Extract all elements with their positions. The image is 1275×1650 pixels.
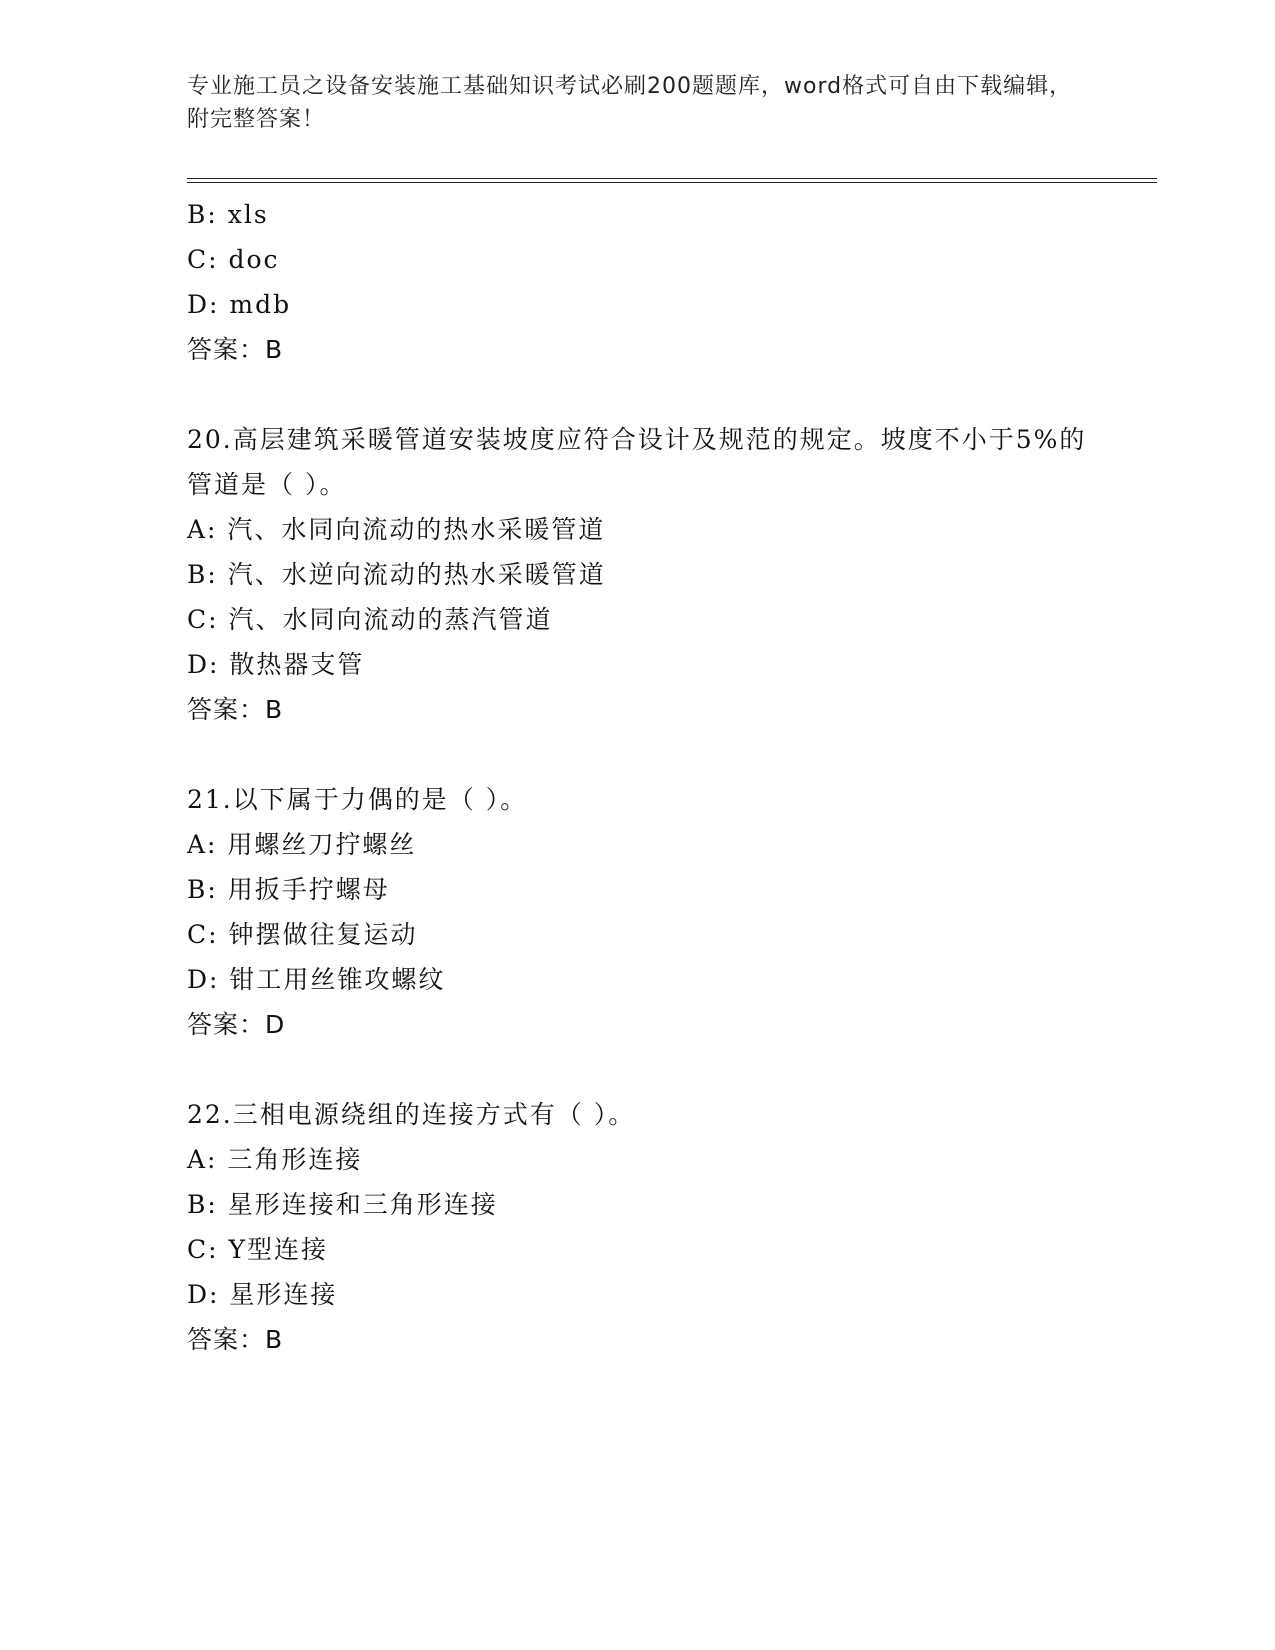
option-c: C: doc	[187, 245, 280, 274]
answer: 答案：B	[187, 335, 284, 364]
question-19-continued	[187, 192, 1147, 372]
question-stem: 20.高层建筑采暖管道安装坡度应符合设计及规范的规定。坡度不小于5%的管道是（ ）。	[187, 425, 1087, 499]
question-stem: 21.以下属于力偶的是（ ）。	[187, 785, 528, 814]
header-rule-bottom	[187, 182, 1157, 183]
document-content	[187, 192, 1147, 1362]
option-b: B: xls	[187, 200, 269, 229]
option-b: B: 汽、水逆向流动的热水采暖管道	[187, 560, 606, 589]
answer: 答案：B	[187, 1325, 284, 1354]
option-b: B: 星形连接和三角形连接	[187, 1190, 498, 1219]
option-d: D: 星形连接	[187, 1280, 338, 1309]
question-21	[187, 777, 1147, 1047]
option-a: A: 用螺丝刀拧螺丝	[187, 830, 417, 859]
document-header: 专业施工员之设备安装施工基础知识考试必刷200题题库，word格式可自由下载编辑，附完整答案！	[187, 74, 1073, 132]
option-b: B: 用扳手拧螺母	[187, 875, 390, 904]
answer: 答案：D	[187, 1010, 286, 1039]
question-stem: 22.三相电源绕组的连接方式有（ ）。	[187, 1100, 636, 1129]
answer: 答案：B	[187, 695, 284, 724]
option-c: C: 汽、水同向流动的蒸汽管道	[187, 605, 553, 634]
question-20	[187, 417, 1147, 732]
option-a: A: 汽、水同向流动的热水采暖管道	[187, 515, 606, 544]
option-a: A: 三角形连接	[187, 1145, 363, 1174]
option-c: C: 钟摆做往复运动	[187, 920, 418, 949]
option-c: C: Y型连接	[187, 1235, 329, 1264]
option-d: D: mdb	[187, 290, 292, 319]
option-d: D: 钳工用丝锥攻螺纹	[187, 965, 446, 994]
header-rule-top	[187, 178, 1157, 179]
option-d: D: 散热器支管	[187, 650, 365, 679]
question-22	[187, 1092, 1147, 1362]
